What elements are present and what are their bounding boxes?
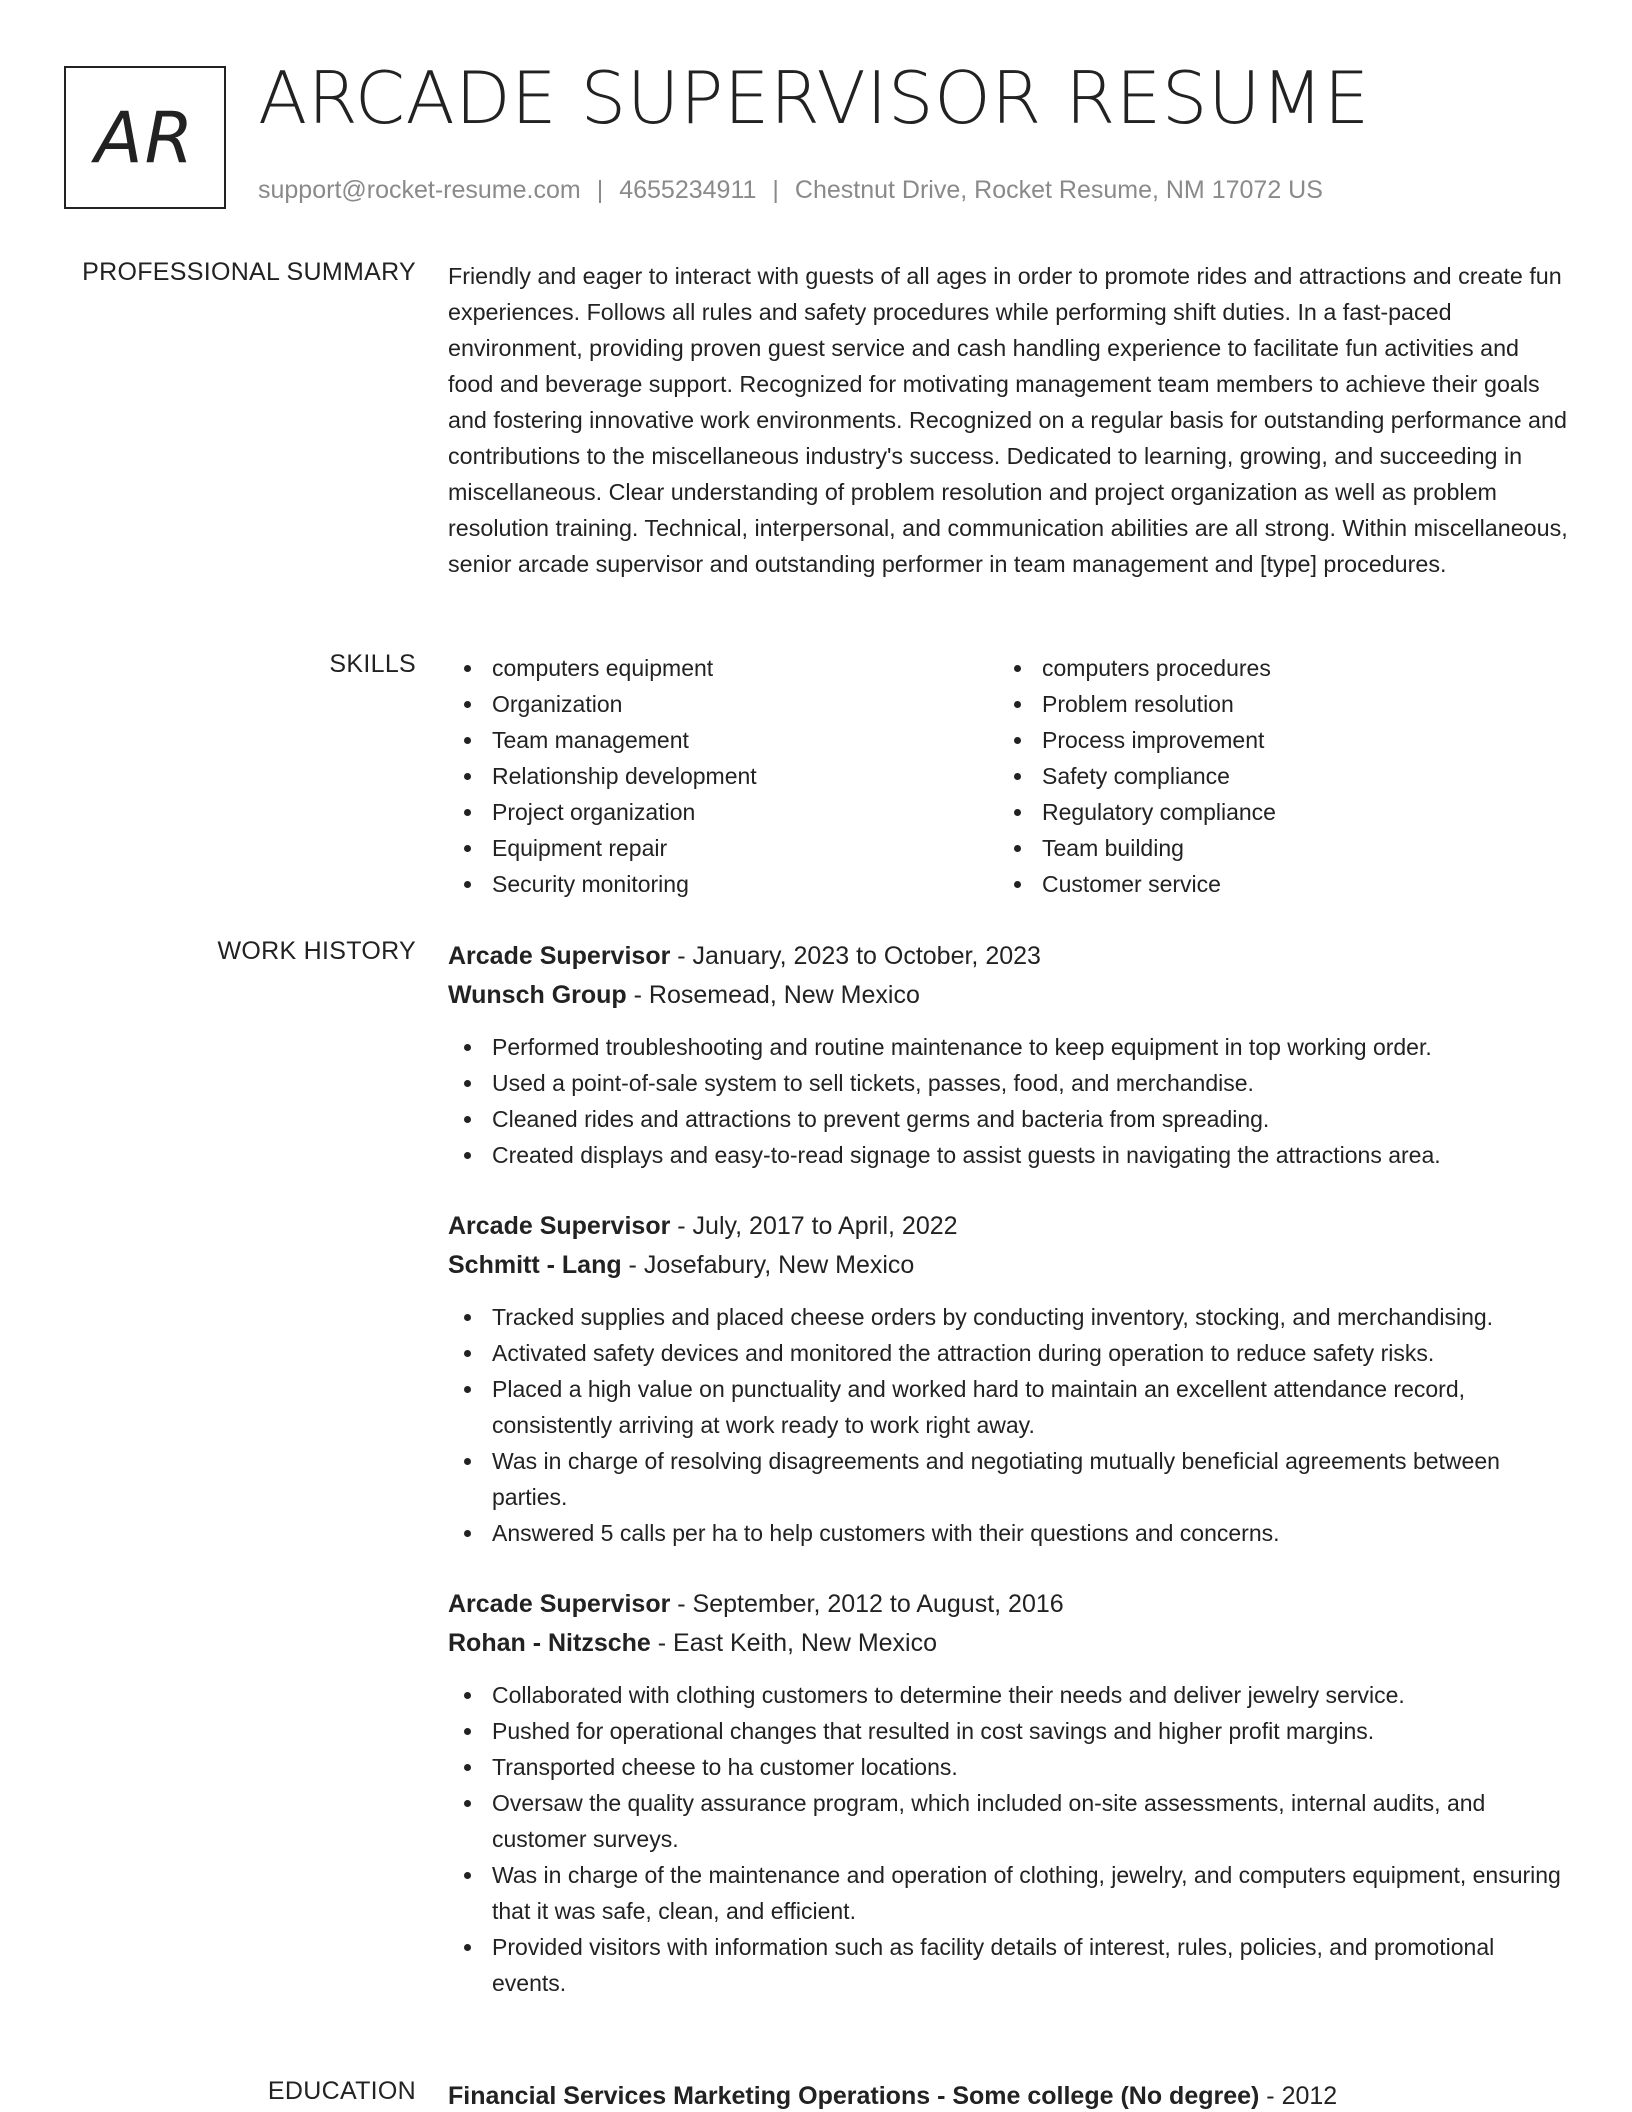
job-company-line — [448, 976, 1568, 1015]
job-duties-list — [448, 1029, 1568, 1173]
job-company-line — [448, 1246, 1568, 1285]
job-title: Arcade Supervisor — [448, 942, 671, 970]
job-entry — [448, 1207, 1568, 1551]
job-duty: Pushed for operational changes that resulted in cost savings and higher profit margins. — [448, 1713, 1568, 1749]
job-location: East Keith, New Mexico — [673, 1629, 938, 1657]
skills-heading: SKILLS — [329, 650, 416, 678]
job-company: Schmitt - Lang — [448, 1251, 622, 1279]
job-duties-list — [448, 1677, 1568, 2001]
job-duty: Performed troubleshooting and routine maintenance to keep equipment in top working order. — [448, 1029, 1568, 1065]
job-duties-list — [448, 1299, 1568, 1551]
job-duty: Was in charge of resolving disagreements and negotiating mutually beneficial agreements between parties. — [448, 1443, 1568, 1515]
skill-item: computers equipment — [448, 650, 998, 686]
job-duty: Transported cheese to ha customer locations. — [448, 1749, 1568, 1785]
job-dash: - — [670, 1590, 693, 1618]
job-title-line — [448, 937, 1568, 976]
summary-heading: PROFESSIONAL SUMMARY — [82, 258, 416, 286]
education-dash: - — [1259, 2082, 1282, 2110]
job-title-line — [448, 1207, 1568, 1246]
skill-item: Security monitoring — [448, 866, 998, 902]
skills-list-left — [448, 650, 998, 902]
job-duty: Was in charge of the maintenance and operation of clothing, jewelry, and computers equipment, ensuring that it was safe, clean, and efficient. — [448, 1857, 1568, 1929]
education-entry — [448, 2077, 1568, 2112]
job-duty: Tracked supplies and placed cheese orders by conducting inventory, stocking, and merchandising. — [448, 1299, 1568, 1335]
job-location: Josefabury, New Mexico — [643, 1251, 915, 1279]
job-company-line — [448, 1624, 1568, 1663]
job-dash: - — [626, 981, 649, 1009]
job-entry — [448, 1585, 1568, 2001]
contact-line — [258, 176, 1323, 205]
skill-item: Process improvement — [998, 722, 1548, 758]
skill-item: Safety compliance — [998, 758, 1548, 794]
summary-text: Friendly and eager to interact with guests of all ages in order to promote rides and attractions and create fun experiences. Follows all rules and safety procedures while performing shift duties. In a fast-paced environment, providing proven guest service and cash handling experience to facilitate fun activities and food and beverage support. Recognized for motivating management team members to achieve their goals and fostering innovative work environments. Recognized on a regular basis for outstanding performance and contributions to the miscellaneous industry's success. Dedicated to learning, growing, and succeeding in miscellaneous. Clear understanding of problem resolution and project organization as well as problem resolution training. Technical, interpersonal, and communication abilities are all strong. Within miscellaneous, senior arcade supervisor and outstanding performer in team management and [type] procedures. — [448, 263, 1568, 577]
job-title-line — [448, 1585, 1568, 1624]
job-duty: Activated safety devices and monitored the attraction during operation to reduce safety risks. — [448, 1335, 1568, 1371]
resume-title: ARCADE SUPERVISOR RESUME — [258, 56, 1370, 140]
skill-item: Relationship development — [448, 758, 998, 794]
job-duty: Provided visitors with information such as facility details of interest, rules, policies, and promotional events. — [448, 1929, 1568, 2001]
skill-item: Team building — [998, 830, 1548, 866]
job-duty: Used a point-of-sale system to sell tickets, passes, food, and merchandise. — [448, 1065, 1568, 1101]
job-duty: Placed a high value on punctuality and worked hard to maintain an excellent attendance record, consistently arriving at work ready to work right away. — [448, 1371, 1568, 1443]
skill-item: Organization — [448, 686, 998, 722]
job-duty: Created displays and easy-to-read signage to assist guests in navigating the attractions area. — [448, 1137, 1568, 1173]
job-dates: September, 2012 to August, 2016 — [692, 1590, 1064, 1618]
monogram-text: AR — [94, 96, 196, 179]
job-duty: Cleaned rides and attractions to prevent germs and bacteria from spreading. — [448, 1101, 1568, 1137]
job-dates: January, 2023 to October, 2023 — [692, 942, 1041, 970]
skills-list-right — [998, 650, 1548, 902]
job-dash: - — [621, 1251, 644, 1279]
skill-item: Regulatory compliance — [998, 794, 1548, 830]
skill-item: Equipment repair — [448, 830, 998, 866]
education-heading: EDUCATION — [267, 2077, 416, 2105]
contact-separator: | — [772, 176, 779, 204]
job-company: Wunsch Group — [448, 981, 627, 1009]
job-entry — [448, 937, 1568, 1173]
contact-address: Chestnut Drive, Rocket Resume, NM 17072 US — [794, 176, 1323, 204]
job-dash: - — [670, 942, 693, 970]
skill-item: Team management — [448, 722, 998, 758]
job-location: Rosemead, New Mexico — [648, 981, 920, 1009]
skill-item: computers procedures — [998, 650, 1548, 686]
skill-item: Problem resolution — [998, 686, 1548, 722]
job-duty: Collaborated with clothing customers to determine their needs and deliver jewelry service. — [448, 1677, 1568, 1713]
job-duty: Oversaw the quality assurance program, which included on-site assessments, internal audits, and customer surveys. — [448, 1785, 1568, 1857]
job-dates: July, 2017 to April, 2022 — [692, 1212, 958, 1240]
education-year: 2012 — [1281, 2082, 1338, 2110]
job-dash: - — [650, 1629, 674, 1657]
skill-item: Customer service — [998, 866, 1548, 902]
job-duty: Answered 5 calls per ha to help customers with their questions and concerns. — [448, 1515, 1568, 1551]
job-title: Arcade Supervisor — [448, 1212, 671, 1240]
contact-separator: | — [596, 176, 604, 204]
job-dash: - — [670, 1212, 693, 1240]
contact-phone[interactable]: 4655234911 — [619, 176, 757, 204]
job-title: Arcade Supervisor — [448, 1590, 671, 1618]
monogram-logo — [64, 66, 226, 209]
job-company: Rohan - Nitzsche — [448, 1629, 651, 1657]
education-degree: Financial Services Marketing Operations - Some college (No degree) — [448, 2082, 1260, 2110]
skill-item: Project organization — [448, 794, 998, 830]
contact-email[interactable]: support@rocket-resume.com — [258, 176, 581, 204]
work-history-heading: WORK HISTORY — [217, 937, 416, 965]
